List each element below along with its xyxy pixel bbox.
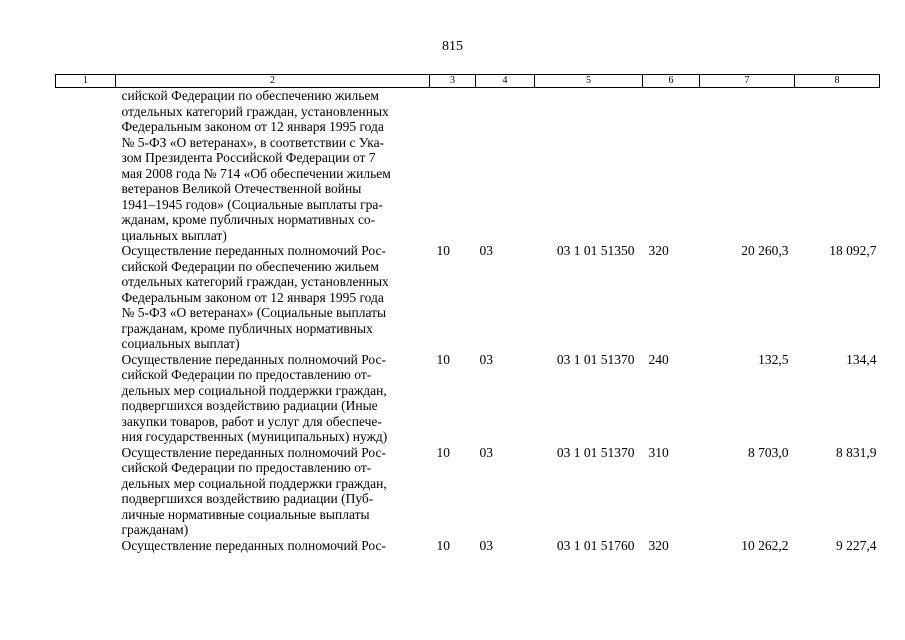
section-cell: 10 [436, 444, 450, 460]
description-line: подвергшихся воздействию радиации (Пуб- [121, 491, 374, 506]
expense-type-cell: 240 [648, 351, 669, 367]
table-row [56, 243, 880, 352]
expense-type-cell [643, 88, 700, 244]
description-line: 1941–1945 годов» (Социальные выплаты гра- [121, 196, 383, 212]
amount-year2-cell: 8 831,9 [836, 444, 877, 460]
column-header-4: 4 [476, 75, 535, 88]
column-header-5: 5 [535, 75, 643, 88]
column-header-6: 6 [643, 75, 700, 88]
section-cell [430, 88, 476, 244]
description-line: социальных выплат) [121, 336, 240, 351]
description-line: гражданам, кроме публичных нормативных [121, 320, 373, 336]
amount-year2-cell: 9 227,4 [836, 537, 877, 553]
description-line: сийской Федерации по предоставлению от- [121, 460, 372, 475]
column-header-2: 2 [116, 75, 430, 88]
description-cell [116, 243, 430, 352]
target-article-cell: 03 1 01 51760 [556, 537, 635, 553]
row-number-cell [56, 538, 116, 554]
section-cell: 10 [436, 537, 450, 553]
section-cell: 10 [436, 351, 450, 367]
column-header-1: 1 [56, 75, 116, 88]
column-header-8: 8 [795, 75, 880, 88]
table-row [56, 352, 880, 445]
description-line: отдельных категорий граждан, установленных [121, 103, 389, 119]
description-line: закупки товаров, работ и услуг для обеспече- [121, 413, 382, 429]
description-line: Федеральным законом от 12 января 1995 года [121, 119, 384, 134]
table-body [56, 88, 880, 554]
description-line: гражданам) [121, 522, 189, 537]
target-article-cell: 03 1 01 51370 [556, 351, 635, 367]
description-line: ветеранов Великой Отечественной войны [121, 181, 362, 196]
section-cell: 10 [436, 243, 450, 258]
row-number-cell [56, 243, 116, 352]
description-line: № 5-ФЗ «О ветеранах» (Социальные выплаты [121, 305, 387, 320]
description-line: дельных мер социальной поддержки граждан, [121, 475, 387, 491]
table-row [56, 88, 880, 244]
expense-type-cell: 320 [648, 537, 669, 553]
amount-year1-cell: 20 260,3 [741, 243, 789, 258]
description-line: Федеральным законом от 12 января 1995 года [121, 289, 384, 305]
description-line: № 5-ФЗ «О ветеранах», в соответствии с Ука- [121, 134, 385, 150]
amount-year2-cell: 134,4 [846, 351, 877, 367]
description-line: сийской Федерации по предоставлению от- [121, 367, 372, 382]
row-number-cell [56, 88, 116, 244]
description-cell [116, 538, 430, 554]
description-line: личные нормативные социальные выплаты [121, 506, 370, 522]
description-line: жданам, кроме публичных нормативных со- [121, 212, 376, 227]
subsection-cell: 03 [479, 351, 493, 367]
description-line: Осуществление переданных полномочий Рос- [121, 537, 387, 553]
budget-table [55, 74, 880, 553]
subsection-cell: 03 [479, 537, 493, 553]
table-row [56, 445, 880, 538]
subsection-cell [476, 88, 535, 244]
target-article-cell [535, 88, 643, 244]
description-line: подвергшихся воздействию радиации (Иные [121, 398, 378, 413]
description-cell [116, 88, 430, 244]
target-article-cell: 03 1 01 51370 [556, 444, 635, 460]
description-line: отдельных категорий граждан, установленных [121, 274, 389, 289]
description-line: мая 2008 года № 714 «Об обеспечении жильем [121, 165, 391, 181]
amount-year1-cell: 10 262,2 [741, 537, 789, 553]
description-line: дельных мер социальной поддержки граждан, [121, 382, 387, 398]
description-cell [116, 352, 430, 445]
column-header-3: 3 [430, 75, 476, 88]
expense-type-cell: 310 [648, 444, 669, 460]
row-number-cell [56, 445, 116, 538]
column-number-header-row [56, 75, 880, 88]
expense-type-cell: 320 [648, 243, 669, 258]
subsection-cell: 03 [479, 444, 493, 460]
description-line: ния государственных (муниципальных) нужд) [121, 429, 388, 444]
description-line: Осуществление переданных полномочий Рос- [121, 351, 387, 367]
description-line: Осуществление переданных полномочий Рос- [121, 444, 387, 460]
table-row [56, 538, 880, 554]
amount-year2-cell: 18 092,7 [829, 243, 877, 258]
description-line: Осуществление переданных полномочий Рос- [121, 243, 387, 258]
description-line: сийской Федерации по обеспечению жильем [121, 258, 379, 274]
subsection-cell: 03 [479, 243, 493, 258]
description-line: зом Президента Российской Федерации от 7 [121, 150, 376, 165]
amount-year1-cell: 8 703,0 [748, 444, 789, 460]
column-header-7: 7 [700, 75, 795, 88]
target-article-cell: 03 1 01 51350 [556, 243, 635, 258]
description-line: сийской Федерации по обеспечению жильем [121, 88, 379, 103]
description-line: циальных выплат) [121, 227, 227, 243]
amount-year1-cell [700, 88, 795, 244]
row-number-cell [56, 352, 116, 445]
amount-year2-cell [795, 88, 880, 244]
amount-year1-cell: 132,5 [758, 351, 789, 367]
description-cell [116, 445, 430, 538]
page-number: 815 [442, 39, 463, 54]
